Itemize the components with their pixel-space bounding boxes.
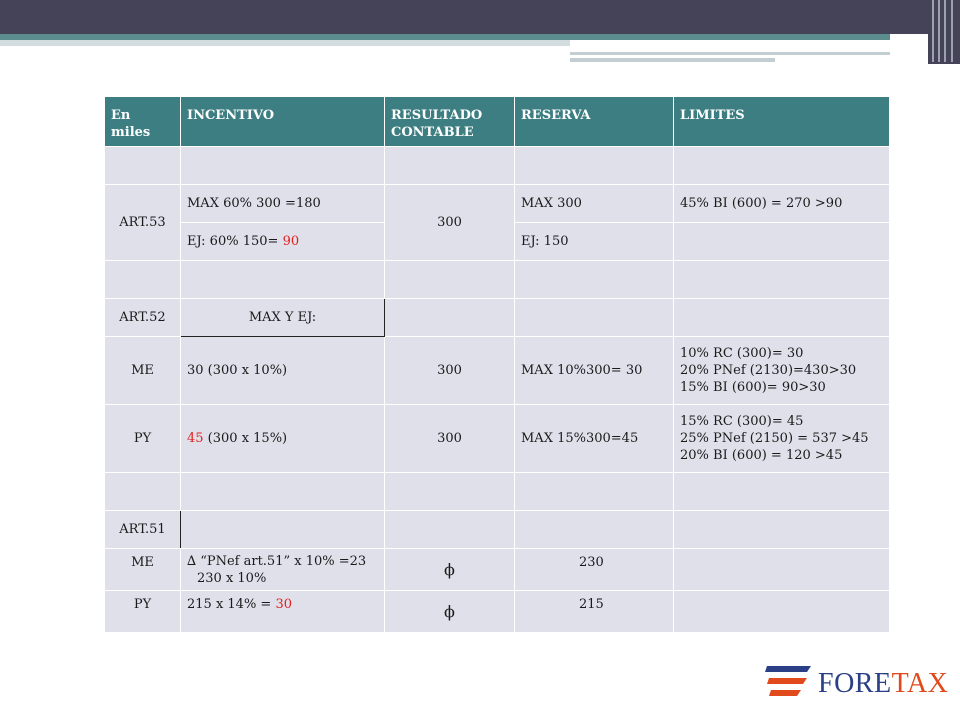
header-cell: RESERVA (515, 97, 674, 147)
table-row (105, 405, 890, 473)
logo-text-fore: FORE (818, 668, 892, 699)
incentivo-cell (181, 223, 385, 261)
table-row (105, 299, 890, 337)
table-row (105, 591, 890, 633)
incentivo-cell: MAX 60% 300 =180 (181, 185, 385, 223)
row-label: PY (105, 405, 181, 473)
decorative-line (944, 0, 946, 62)
logo-wordmark (818, 668, 948, 700)
header-cell: INCENTIVO (181, 97, 385, 147)
row-label: ME (105, 549, 181, 591)
highlight-value: 90 (282, 234, 300, 249)
empty-row (105, 473, 890, 511)
header-cell: RESULTADO CONTABLE (385, 97, 515, 147)
decorative-stripe (570, 52, 890, 55)
reserva-cell: 230 (515, 549, 674, 591)
decorative-line (938, 0, 940, 62)
text: ∆ “PNef art.51” x 10% =23 (187, 553, 367, 569)
incentivo-cell (181, 405, 385, 473)
text: 215 x 14% = (187, 597, 276, 612)
header-cell: En miles (105, 97, 181, 147)
reserva-cell: MAX 15%300=45 (515, 405, 674, 473)
text: 230 x 10% (197, 570, 267, 586)
row-label: ME (105, 337, 181, 405)
row-label: ART.52 (105, 299, 181, 337)
decorative-stripe (0, 40, 570, 46)
limit-line: 20% BI (600) = 120 >45 (680, 448, 843, 463)
resultado-cell: 300 (385, 337, 515, 405)
resultado-cell: ϕ (385, 591, 515, 633)
limit-line: 10% RC (300)= 30 (680, 346, 804, 361)
reserva-cell: MAX 300 (515, 185, 674, 223)
limites-cell: 45% BI (600) = 270 >90 (674, 185, 890, 223)
decorative-line (932, 0, 934, 62)
incentivo-cell: 30 (300 x 10%) (181, 337, 385, 405)
incentivo-cell (181, 549, 385, 591)
limites-cell (674, 337, 890, 405)
header-cell: LIMITES (674, 97, 890, 147)
limit-line: 20% PNef (2130)=430>30 (680, 363, 857, 378)
decorative-line (951, 0, 953, 62)
decorative-stripe (570, 58, 775, 62)
reserva-cell: 215 (515, 591, 674, 633)
reserva-cell: EJ: 150 (515, 223, 674, 261)
top-banner (0, 0, 960, 34)
row-label: ART.51 (105, 511, 181, 549)
resultado-cell: 300 (385, 185, 515, 261)
limit-line: 25% PNef (2150) = 537 >45 (680, 431, 869, 446)
empty-row (105, 261, 890, 299)
limites-cell (674, 223, 890, 261)
highlight-value: 45 (187, 431, 204, 446)
limit-line: 15% BI (600)= 90>30 (680, 380, 826, 395)
row-label: ART.53 (105, 185, 181, 261)
incentivo-cell (181, 591, 385, 633)
incentives-table (104, 96, 890, 633)
empty-row (105, 147, 890, 185)
table-row (105, 511, 890, 549)
table-row (105, 185, 890, 223)
table-row (105, 549, 890, 591)
logo-text-tax: TAX (891, 668, 949, 699)
table-row (105, 337, 890, 405)
limites-cell (674, 405, 890, 473)
text: EJ: 60% 150= (187, 234, 283, 249)
highlight-value: 30 (275, 597, 293, 612)
subheader-cell: MAX Y EJ: (181, 299, 385, 337)
resultado-cell: 300 (385, 405, 515, 473)
text: (300 x 15%) (203, 431, 288, 446)
resultado-cell: ϕ (385, 549, 515, 591)
row-label: PY (105, 591, 181, 633)
reserva-cell: MAX 10%300= 30 (515, 337, 674, 405)
header-row (105, 97, 890, 147)
limit-line: 15% RC (300)= 45 (680, 414, 804, 429)
